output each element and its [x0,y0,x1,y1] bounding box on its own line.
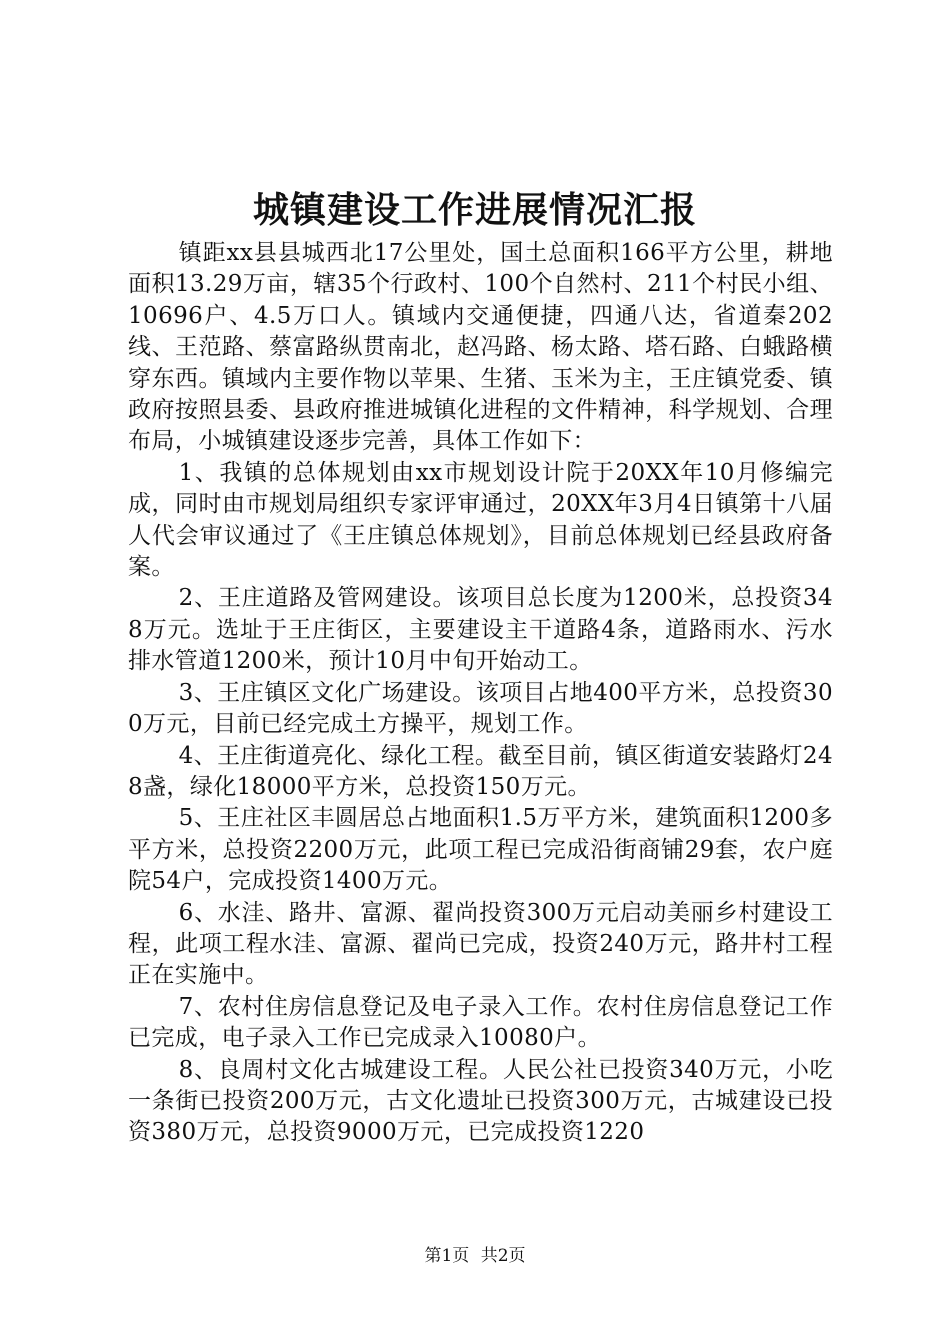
paragraph: 6、水洼、路井、富源、翟尚投资300万元启动美丽乡村建设工程，此项工程水洼、富源、翟尚已完成，投资240万元，路井村工程正在实施中。 [128,899,833,989]
paragraph: 8、良周村文化古城建设工程。人民公社已投资340万元，小吃一条街已投资200万元，古文化遗址已投资300万元，古城建设已投资380万元，总投资9000万元，已完成投资1220 [128,1056,833,1146]
page-number: 第1页 [424,1246,470,1266]
document-title: 城镇建设工作进展情况汇报 [252,189,697,231]
paragraph: 4、王庄街道亮化、绿化工程。截至目前，镇区街道安装路灯248盏，绿化18000平方米，总投资150万元。 [128,742,833,800]
paragraph: 3、王庄镇区文化广场建设。该项目占地400平方米，总投资300万元，目前已经完成土方操平，规划工作。 [128,679,833,738]
page-total: 共2页 [480,1246,526,1266]
paragraph: 7、农村住房信息登记及电子录入工作。农村住房信息登记工作已完成，电子录入工作已完成录入10080户。 [128,993,833,1052]
document-body [128,238,833,1149]
paragraph: 镇距xx县县城西北17公里处，国土总面积166平方公里，耕地面积13.29万亩，辖35个行政村、100个自然村、211个村民小组、10696户、4.5万口人。镇域内交通便捷，四通八达，省道秦202线、王范路、蔡富路纵贯南北，赵冯路、杨太路、塔石路、白蛾路横穿东西。镇域内主要作物以苹果、生猪、玉米为主，王庄镇党委、镇政府按照县委、县政府推进城镇化进程的文件精神，科学规划、合理布局，小城镇建设逐步完善，具体工作如下： [128,240,833,455]
paragraph: 5、王庄社区丰圆居总占地面积1.5万平方米，建筑面积1200多平方米，总投资2200万元，此项工程已完成沿街商铺29套，农户庭院54户，完成投资1400万元。 [128,805,833,895]
page-footer [0,1244,950,1268]
paragraph: 1、我镇的总体规划由xx市规划设计院于20XX年10月修编完成，同时由市规划局组织专家评审通过，20XX年3月4日镇第十八届人代会审议通过了《王庄镇总体规划》，目前总体规划已经县政府备案。 [128,459,833,581]
paragraph: 2、王庄道路及管网建设。该项目总长度为1200米，总投资348万元。选址于王庄街区，主要建设主干道路4条，道路雨水、污水排水管道1200米，预计10月中旬开始动工。 [128,585,833,675]
